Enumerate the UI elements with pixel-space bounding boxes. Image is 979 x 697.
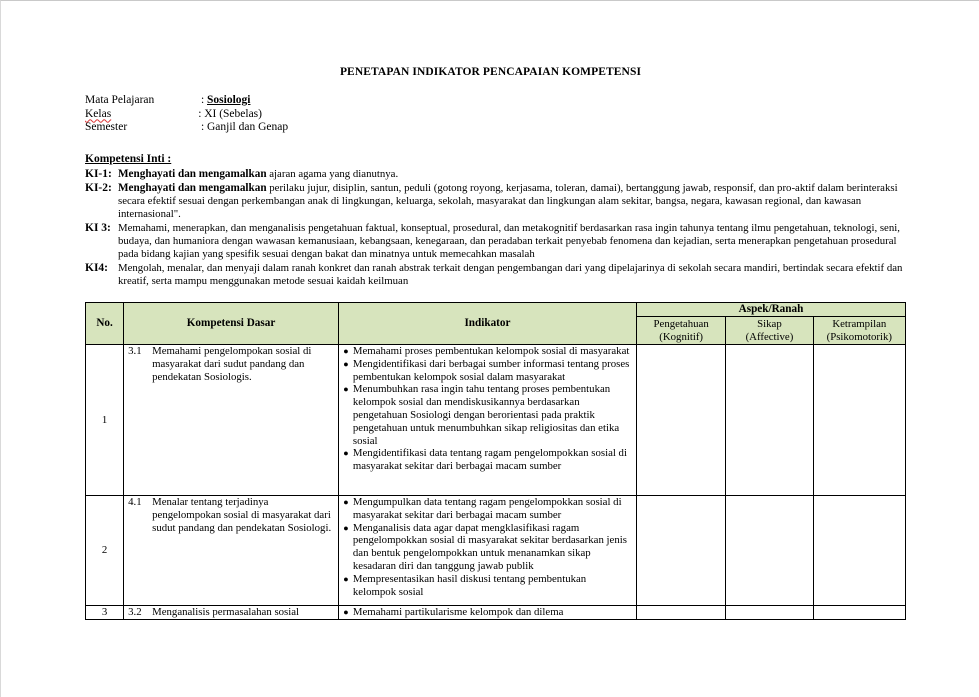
ki-code: KI-1: — [85, 168, 112, 180]
header-indikator: Indikator — [338, 303, 636, 345]
indicator-table — [85, 302, 906, 620]
meta-row-semester: Semester : Ganjil dan Genap — [85, 121, 289, 133]
sikap-cell — [726, 496, 813, 606]
subject-info — [85, 94, 288, 135]
kd-text: Memahami pengelompokan sosial di masyarakat dari sudut pandang dan pendekatan Sosiologis. — [152, 345, 312, 383]
list-item: ● Memahami partikularisme kelompok dan dilema — [339, 606, 632, 619]
pengetahuan-cell — [636, 606, 725, 620]
ki-item — [85, 168, 905, 181]
ki-text: Mengolah, menalar, dan menyaji dalam ranah konkret dan ranah abstrak terkait dengan pengembangan dari yang dipelajarinya di sekolah secara mandiri, bertindak secara efektif dan kreatif, serta mampu menggunakan metode sesuai kaidah keilmuan — [118, 262, 903, 288]
table-row — [86, 606, 906, 620]
meta-label: Kelas — [85, 107, 112, 120]
keterampilan-cell — [813, 345, 905, 496]
meta-value: Ganjil dan Genap — [207, 121, 289, 133]
list-item: ● Menganalisis data agar dapat mengklasifikasi ragam pengelompokkan sosial di masyarakat sekitar berdasarkan jenis dan bentuk pengelompokkan untuk menanamkan sikap kesadaran diri dan tanggung jawab publik — [339, 522, 632, 573]
indikator-cell — [338, 496, 636, 606]
ki-code: KI4: — [85, 262, 108, 274]
header-pengetahuan: Pengetahuan (Kognitif) — [636, 317, 725, 345]
indikator-cell — [338, 345, 636, 496]
ki-text: Memahami, menerapkan, dan menganalisis pengetahuan faktual, konseptual, prosedural, dan metakognitif berdasarkan rasa ingin tahunya tentang ilmu pengetahuan, teknologi, seni, budaya, dan humaniora dengan wawasan kemanusiaan, kebangsaan, kenegaraan, dan peradaban terkait penyebab fenomena dan kejadian, serta menerapkan pengetahuan prosedural pada bidang kajian yang spesifik sesuai dengan bakat dan minatnya untuk memecahkan masalah — [118, 222, 900, 261]
row-number: 1 — [86, 345, 124, 496]
ki-bold: Menghayati dan mengamalkan — [118, 168, 267, 180]
pengetahuan-cell — [636, 496, 725, 606]
header-no: No. — [86, 303, 124, 345]
header-sikap: Sikap (Affective) — [726, 317, 813, 345]
meta-row-class: Kelas : XI (Sebelas) — [85, 107, 262, 120]
bullet-icon: ● — [343, 384, 349, 395]
ki-item — [85, 222, 905, 262]
header-kompetensi-dasar: Kompetensi Dasar — [124, 303, 339, 345]
sikap-cell — [726, 345, 813, 496]
meta-label: Semester — [85, 121, 128, 133]
list-item: ● Mengumpulkan data tentang ragam pengelompokkan sosial di masyarakat sekitar dari berbagai macam sumber — [339, 496, 632, 522]
list-item: ● Mempresentasikan hasil diskusi tentang pembentukan kelompok sosial — [339, 573, 632, 599]
bullet-icon: ● — [343, 358, 349, 369]
meta-row-subject: Mata Pelajaran : Sosiologi — [85, 94, 251, 106]
list-item: ● Memahami proses pembentukan kelompok sosial di masyarakat — [339, 345, 632, 358]
ki-item — [85, 262, 905, 288]
ki-text: perilaku jujur, disiplin, santun, peduli (gotong royong, kerjasama, toleran, damai), bertanggung jawab, responsif, dan pro-aktif dalam berinteraksi secara efektif sesuai dengan perkembangan anak di lingkungan, keluarga, sekolah, masyarakat dan lingkungan alam sekitar, bangsa, negara, kawasan regional, dan kawasan internasional". — [118, 182, 898, 221]
kd-cell — [124, 345, 339, 496]
meta-value: Sosiologi — [207, 94, 251, 106]
ki-bold: Menghayati dan mengamalkan — [118, 182, 267, 194]
list-item: ● Menumbuhkan rasa ingin tahu tentang proses pembentukan kelompok sosial dan mendiskusikannya berdasarkan pengetahuan Sosiologi dengan berorientasi pada praktik pengetahuan untuk menumbuhkan sikap religiositas dan etika sosial — [339, 383, 632, 447]
ki-item — [85, 182, 905, 222]
meta-label: Mata Pelajaran — [85, 94, 155, 106]
bullet-icon: ● — [343, 448, 349, 459]
row-number: 3 — [86, 606, 124, 620]
kd-number: 4.1 — [128, 496, 142, 508]
row-number: 2 — [86, 496, 124, 606]
kd-cell — [124, 496, 339, 606]
bullet-icon: ● — [343, 497, 349, 507]
document-title: PENETAPAN INDIKATOR PENCAPAIAN KOMPETENSI — [339, 66, 642, 78]
kd-text: Menganalisis permasalahan sosial — [152, 606, 300, 618]
ki-heading: Kompetensi Inti : — [85, 153, 172, 165]
indikator-cell — [338, 606, 636, 620]
sikap-cell — [726, 606, 813, 620]
bullet-icon: ● — [343, 573, 349, 584]
kd-number: 3.1 — [128, 345, 142, 357]
bullet-icon: ● — [343, 607, 349, 617]
kd-text: Menalar tentang terjadinya pengelompokan sosial di masyarakat dari sudut pandang dan pendekatan Sosiologi. — [152, 496, 332, 534]
meta-value: XI (Sebelas) — [204, 107, 262, 120]
list-item: ● Mengidentifikasi data tentang ragam pengelompokkan sosial di masyarakat sekitar dari berbagai macam sumber — [339, 447, 632, 473]
bullet-icon: ● — [343, 522, 349, 533]
header-keterampilan: Ketrampilan (Psikomotorik) — [813, 317, 905, 345]
bullet-icon: ● — [343, 346, 349, 356]
header-aspek-ranah: Aspek/Ranah — [636, 303, 905, 317]
list-item: ● Mengidentifikasi dari berbagai sumber informasi tentang proses pembentukan kelompok sosial dalam masyarakat — [339, 358, 632, 384]
keterampilan-cell — [813, 496, 905, 606]
table-row — [86, 345, 906, 496]
table-row — [86, 496, 906, 606]
ki-code: KI 3: — [85, 222, 111, 234]
kd-number: 3.2 — [128, 606, 142, 618]
keterampilan-cell — [813, 606, 905, 620]
kd-cell — [124, 606, 339, 620]
ki-text: ajaran agama yang dianutnya. — [266, 168, 399, 180]
pengetahuan-cell — [636, 345, 725, 496]
ki-code: KI-2: — [85, 182, 112, 194]
